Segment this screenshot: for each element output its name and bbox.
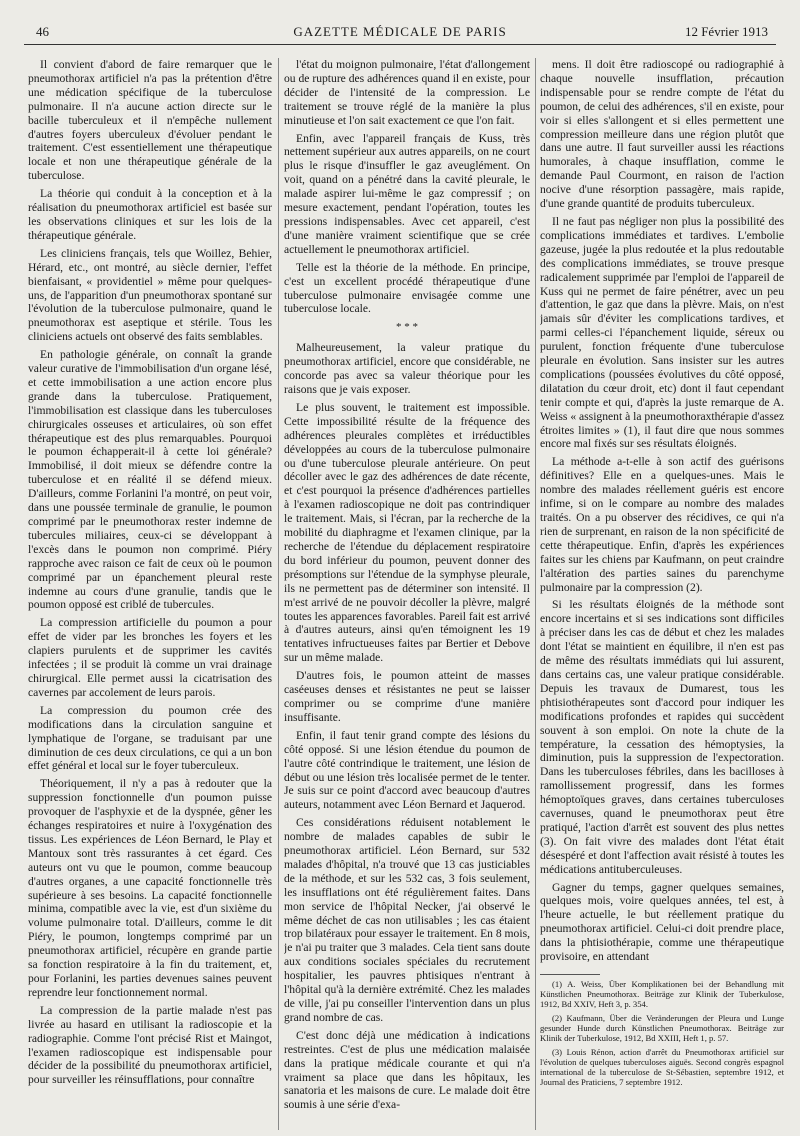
paragraph: Ces considérations réduisent notablement le nombre de malades capables de subir le pneumothorax artificiel. Léon Bernard, sur 532 malades d'hôpital, n'a trouvé que 13 cas justiciables de la méthode, et sur les 532 cas, 3 fois seulement, les insufflations ont été régulièrement faites. Dans mon service de l'hôpital Necker, j'ai observé le même déchet de cas non utilisables ; les cas étaient trop bilatéraux pour essayer le traitement. En 8 mois, je n'ai pu traiter que 3 malades. Cela tient sans doute aux conditions sociales spéciales du recrutement hospitalier, les pauvres phtisiques n'entrant à l'hôpital qu'à la dernière extrémité. Chez les malades de ville, j'ai pu conseiller l'intervention dans un plus grand nombre de cas.: [284, 816, 530, 1024]
paragraph: Enfin, il faut tenir grand compte des lésions du côté opposé. Si une lésion étendue du poumon de l'autre côté contrindique le traitement, une lésion de début ou une lésion très localisée permet de le tenter. Je suis sur ce point d'accord avec beaucoup d'autres auteurs, notamment avec Léon Bernard et Jaquerod.: [284, 728, 530, 812]
paragraph: La méthode a-t-elle à son actif des guérisons définitives? Elle en a quelques-unes. Mais le nombre des malades réellement guéris est encore infime, si on le compare au nombre des malades traités. On a pu observer des récidives, ce qui n'a rien de surprenant, en raison de la non spécificité de cette thérapeutique. Enfin, d'après les expériences faites sur les chiens par Kaufmann, on peut craindre l'altération des parties saines du parenchyme pulmonaire par la compression (2).: [540, 455, 784, 594]
paragraph: Il convient d'abord de faire remarquer que le pneumothorax artificiel n'a pas la prétention d'être une médication spécifique de la tuberculose pulmonaire. Il n'a aucune action directe sur le bacille tuberculeux et il n'empêche nullement d'autres foyers uberculeux d'évoluer pendant le traitement. C'est essentiellement une thérapeutique locale et non une thérapeutique générale de la tuberculose.: [28, 58, 272, 183]
paragraph: l'état du moignon pulmonaire, l'état d'allongement ou de rupture des adhérences quand il en existe, pour décider de l'intensité de la compression. Le traitement se trouve réglé de la manière la plus minutieuse et l'on sait exactement ce que l'on fait.: [284, 58, 530, 127]
column-middle: [284, 58, 530, 1130]
paragraph: C'est donc déjà une médication à indications restreintes. C'est de plus une médication malaisée dans la pratique médicale courante et qui n'a vraiment sa place que dans les hôpitaux, les sanatoria et les maisons de cure. Le malade doit être soumis à une série d'exa-: [284, 1028, 530, 1112]
footnote: (3) Louis Rénon, action d'arrêt du Pneumothorax artificiel sur l'évolution de quelques tuberculoses aiguës. Second congrès espagnol international de la tuberculose de St-Sébastien, septembre 1912, et Journal des Praticiens, 7 septembre 1912.: [540, 1047, 784, 1087]
column-left: [28, 58, 272, 1130]
footnote-rule: [540, 974, 600, 975]
footnote: (1) A. Weiss, Über Komplikationen bei der Behandlung mit Künstlichen Pneumothorax. Beiträge zur Klinik der Tuberkulose, 1912, Bd XXIV, Heft 3, p. 354.: [540, 979, 784, 1009]
paragraph: Théoriquement, il n'y a pas à redouter que la suppression fonctionnelle d'un poumon puisse provoquer de l'asphyxie et de la dyspnée, gêner les échanges respiratoires et nuire à l'oxygénation des tissus. Les expériences de Léon Bernard, le Play et Mantoux sont très rassurantes à cet égard. Ces auteurs ont vu que le poumon, comme beaucoup d'autres organes, a une capacité fonctionnelle très supérieure à ses besoins. La capacité fonctionnelle minima, compatible avec la vie, est d'un sixième du volume pulmonaire total. D'ailleurs, comme le dit Piéry, le poumon, longtemps comprimé par un pneumothorax artificiel, récupère en grande partie sa fonction respiratoire à la fin du traitement, et, pour Forlanini, les parties devenues saines peuvent reprendre leur fonctionnement normal.: [28, 777, 272, 999]
journal-title: GAZETTE MÉDICALE DE PARIS: [293, 24, 507, 39]
paragraph: En pathologie générale, on connaît la grande valeur curative de l'immobilisation d'un organe lésé, et cette immobilisation a une action encore plus grande dans la tuberculose. Pratiquement, l'immobilisation est classique dans les tuberculoses chirurgicales osseuses et articulaires, où son effet thérapeutique est des plus remarquables. Pourquoi le poumon échapperait-il à cette loi générale? Immobilisé, il doit mieux se défendre contre la tuberculose et en réalité il se défend mieux. D'ailleurs, comme Forlanini l'a montré, on peut voir, dans une poussée terminale de granulie, le poumon comprimé par le pneumothorax rester indemne de tubercules miliaires, ceux-ci se développant à l'excès dans le poumon non comprimé. Piéry rapproche avec raison ce fait de ceux où le poumon comprimé par un épanchement pleural reste indemne au cours d'une granulie, tandis que le poumon opposé est criblé de tubercules.: [28, 348, 272, 612]
paragraph: Les cliniciens français, tels que Woillez, Behier, Hérard, etc., ont montré, au siècle dernier, l'effet bienfaisant, « providentiel » même pour quelques-uns, de l'apparition d'un pneumothorax spontané sur l'évolution de la tuberculose pulmonaire, quand le pneumothorax est aseptique et stérile. Tous les cliniciens actuels ont observé des faits semblables.: [28, 246, 272, 344]
page-number: 46: [36, 24, 49, 39]
paragraph: Telle est la théorie de la méthode. En principe, c'est un excellent procédé thérapeutique d'une tuberculose pulmonaire envisagée comme une tuberculose locale.: [284, 260, 530, 316]
paragraph: La compression artificielle du poumon a pour effet de vider par les bronches les foyers et les clapiers purulents et de supprimer les cavités infectées ; il se produit là comme un vrai drainage chirurgical. Elle permet aussi la cicatrisation des cavernes par accolement de leurs parois.: [28, 616, 272, 699]
paragraph: Enfin, avec l'appareil français de Kuss, très nettement supérieur aux autres appareils, on ne court plus le risque d'insuffler le gaz aveuglément. On voit, quand on a pénétré dans la cavité pleurale, le malade aspirer lui-même le gaz compressif ; on mesure exactement, pendant l'opération, toutes les pressions indispensables. Avec cet appareil, c'est d'une manière vraiment scientifique que se crée actuellement le pneumothorax artificiel.: [284, 131, 530, 256]
page-header: [24, 22, 776, 45]
section-separator: * * *: [396, 321, 418, 334]
paragraph: Le plus souvent, le traitement est impossible. Cette impossibilité résulte de la fréquence des adhérences pleurales complètes et irréductibles développées au cours de la tuberculose pulmonaire ou d'une tuberculose pleurale antérieure. On peut décoller avec le gaz des adhérences de date récente, et c'est pourquoi la présence d'adhérences partielles à l'examen radioscopique ne doit pas contrindiquer le traitement. Mais, si l'écran, par la recherche de la mobilité du diaphragme et l'examen clinique, par la recherche de l'étendue du déplacement respiratoire du bord inférieur du poumon, peuvent donner des présomptions sur l'étendue de la symphyse pleurale, ils ne permettent pas de déterminer son intensité. Il m'est arrivé de ne pouvoir décoller la plèvre, malgré toutes les apparences favorables. Pareil fait est arrivé à d'autres auteurs, ainsi qu'en témoignent les 19 tentatives infructueuses faites par Bertier et Debove sur un même malade.: [284, 400, 530, 665]
footnote: (2) Kaufmann, Über die Veränderungen der Pleura und Lunge gesunder Hunde durch Künstlichen Pneumothorax. Beiträge zur Klinik der Tuberkulose, 1912, Bd XXIII, Heft 1, p. 57.: [540, 1013, 784, 1043]
paragraph: Gagner du temps, gagner quelques semaines, quelques mois, voire quelques années, tel est, à l'heure actuelle, le but réellement pratique du pneumothorax artificiel. Celui-ci doit prendre place, dans la phtisiothérapie, comme une thérapeutique provisoire, en attendant: [540, 880, 784, 964]
paragraph: Malheureusement, la valeur pratique du pneumothorax artificiel, encore que considérable, ne concorde pas avec sa valeur théorique pour les raisons que je vais exposer.: [284, 341, 530, 397]
paragraph: Si les résultats éloignés de la méthode sont encore incertains et si ses indications sont difficiles à préciser dans les cas de début et chez les malades dont l'état se maintient en équilibre, il n'en est pas de même des résultats immédiats qui lui assurent, dans certains cas, une valeur pratique considérable. Depuis les travaux de Dumarest, tous les phtisiothérapeutes sont d'accord pour indiquer les modifications profondes et rapides qui succèdent souvent à son emploi. On note la chute de la température, la cessation des hémoptysies, la diminution, puis la suppression de l'expectoration. Dans les tuberculoses fébriles, dans les bacilloses à ramollissement progressif, dans les formes hémoptoïques graves, dans certaines tuberculoses cavernuses, quand le pneumothorax peut être pratiqué, l'action d'arrêt est souvent des plus nettes (3). On fait vivre des malades dont l'état était désespéré et dont l'affection avait résisté à toutes les médications antituberculeuses.: [540, 598, 784, 876]
column-divider: [535, 58, 536, 1130]
column-divider: [278, 58, 279, 1130]
paragraph: Il ne faut pas négliger non plus la possibilité des complications immédiates et tardives. L'embolie gazeuse, jugée la plus redoutée et la plus redoutable des complications immédiates, se trouve presque radicalement supprimée par l'emploi de l'appareil de Kuss qui ne permet de faire pénétrer, avec un peu d'attention, le gaz que dans la plèvre. Mais, on n'est jamais sûr d'éviter les complications tardives, et parmi celles-ci l'épanchement liquide, séreux ou purulent, fonction fréquente d'une tuberculose pleurale en évolution. Sans insister sur les autres complications (poussées évolutives du côté opposé, dilatation du cœur droit, etc) dont il faut cependant tenir compte et qui, d'après la juste remarque de A. Weiss « assignent à la pneumothoraxthérapie d'assez étroites limites » (1), il faut dire que nous sommes encore mal fixés sur ses résultats éloignés.: [540, 214, 784, 451]
paragraph: La compression du poumon crée des modifications dans la circulation sanguine et lymphatique de l'organe, se traduisant par une diminution de ces deux circulations, ce qui a un bon effet général et local sur le foyer tuberculeux.: [28, 703, 272, 773]
column-right: [540, 58, 784, 1130]
issue-date: 12 Février 1913: [684, 24, 768, 39]
paragraph: La compression de la partie malade n'est pas livrée au hasard en utilisant la radioscopie et la radiographie. Comme l'ont précisé Rist et Maingot, l'examen radioscopique est indispensable pour décider de la possibilité du pneumothorax artificiel, pour surveiller les réinsufflations, pour connaître: [28, 1003, 272, 1087]
paragraph: La théorie qui conduit à la conception et à la réalisation du pneumothorax artificiel est basée sur les observations cliniques et sur les lois de la thérapeutique générale.: [28, 187, 272, 242]
paragraph: D'autres fois, le poumon atteint de masses caséeuses denses et résistantes ne peut se laisser comprimer ou se comprime d'une manière insuffisante.: [284, 669, 530, 724]
paragraph: mens. Il doit être radioscopé ou radiographié à chaque nouvelle insufflation, précaution indispensable pour se rendre compte de l'état du poumon, de celui des adhérences, s'il en existe, pour voir si elles s'allongent et si elles permettent une compression meilleure dans une région plutôt que dans une autre. Il faut surveiller aussi les réactions humorales, à chaque insufflation, comme le demande Paul Courmont, en raison de l'action nocive d'une résorption passagère, mais rapide, d'une grande quantité de produits tuberculeux.: [540, 58, 784, 211]
